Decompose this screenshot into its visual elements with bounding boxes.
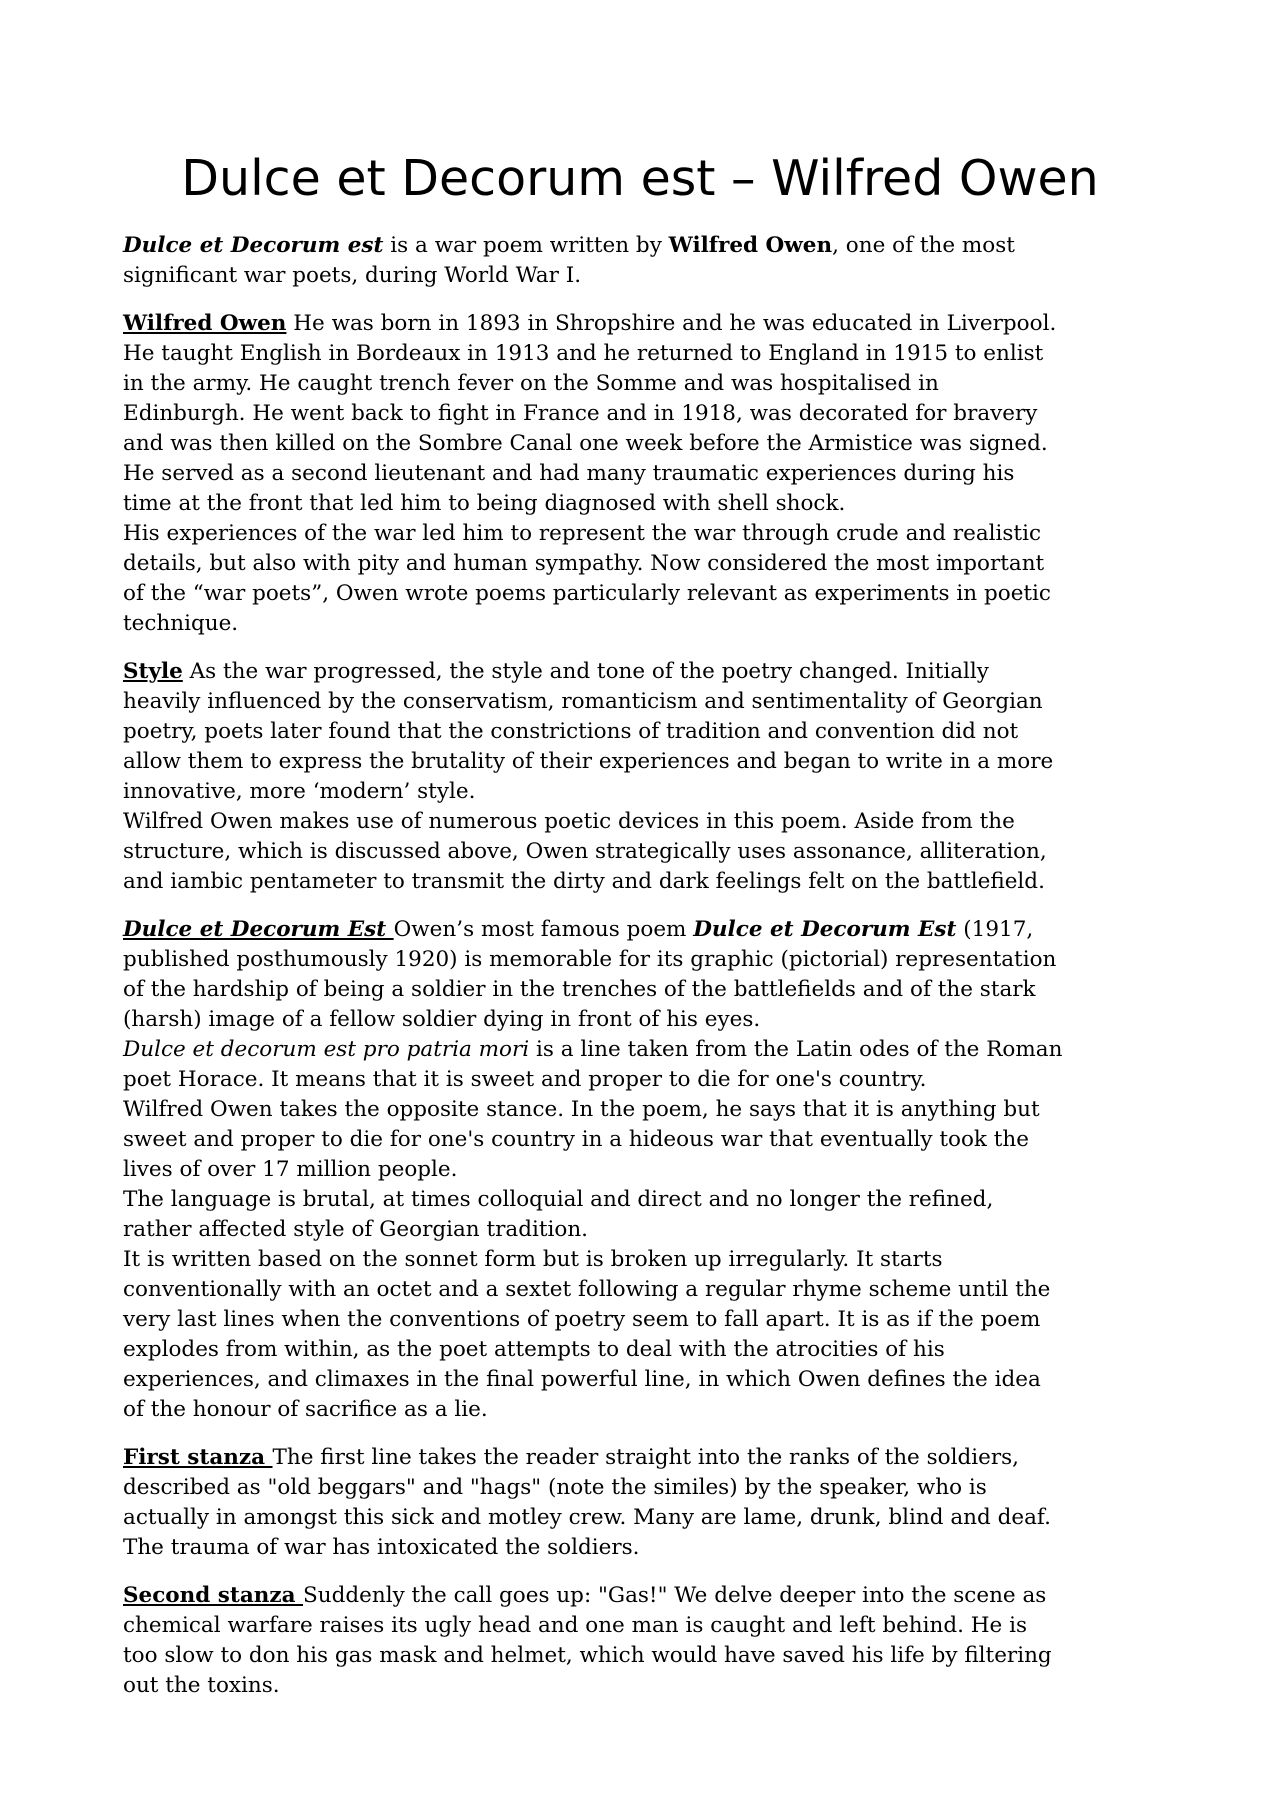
text-span: is a line taken from the Latin odes of the Roman [529, 1037, 1063, 1062]
biography-paragraph [123, 309, 1175, 639]
text-span: allow them to express the brutality of their experiences and began to write in a more [123, 749, 1054, 774]
text-span: of the “war poets”, Owen wrote poems particularly relevant as experiments in poetic [123, 581, 1051, 606]
text-span: described as "old beggars" and "hags" (note the similes) by the speaker, who is [123, 1475, 987, 1500]
text-line [123, 489, 1175, 519]
text-span: He taught English in Bordeaux in 1913 and he returned to England in 1915 to enlist [123, 341, 1044, 366]
text-line [123, 309, 1175, 339]
emphasized-text: Dulce et decorum est pro patria mori [123, 1037, 530, 1062]
text-span: lives of over 17 million people. [123, 1157, 458, 1182]
text-line [123, 1305, 1175, 1335]
text-line [123, 1155, 1175, 1185]
text-line [123, 1245, 1175, 1275]
text-line [123, 261, 1175, 291]
section-heading: Dulce et Decorum Est [123, 917, 394, 942]
text-line [123, 687, 1175, 717]
text-span: time at the front that led him to being diagnosed with shell shock. [123, 491, 846, 516]
text-span: experiences, and climaxes in the final powerful line, in which Owen defines the idea [123, 1367, 1041, 1392]
text-line [123, 975, 1175, 1005]
text-line [123, 1185, 1175, 1215]
text-line [123, 777, 1175, 807]
text-span: published posthumously 1920) is memorable for its graphic (pictorial) representation [123, 947, 1057, 972]
text-line [123, 1443, 1175, 1473]
text-line [123, 1335, 1175, 1365]
text-line [123, 399, 1175, 429]
document-body [123, 231, 1175, 1719]
second-stanza-paragraph [123, 1581, 1175, 1701]
text-span: explodes from within, as the poet attempts to deal with the atrocities of his [123, 1337, 945, 1362]
text-span: Owen’s most famous poem [393, 917, 694, 942]
text-span: heavily influenced by the conservatism, romanticism and sentimentality of Georgian [123, 689, 1043, 714]
text-line [123, 1611, 1175, 1641]
text-span: too slow to don his gas mask and helmet, which would have saved his life by filtering [123, 1643, 1052, 1668]
text-span: He was born in 1893 in Shropshire and he was educated in Liverpool. [286, 311, 1057, 336]
text-span: The language is brutal, at times colloquial and direct and no longer the refined, [123, 1187, 994, 1212]
text-span: and was then killed on the Sombre Canal one week before the Armistice was signed. [123, 431, 1048, 456]
text-span: chemical warfare raises its ugly head and one man is caught and left behind. He is [123, 1613, 1028, 1638]
text-span: structure, which is discussed above, Owen strategically uses assonance, alliteration, [123, 839, 1047, 864]
text-span: As the war progressed, the style and tone of the poetry changed. Initially [182, 659, 989, 684]
text-span: His experiences of the war led him to represent the war through crude and realistic [123, 521, 1041, 546]
text-span: Edinburgh. He went back to fight in France and in 1918, was decorated for bravery [123, 401, 1038, 426]
text-span: poet Horace. It means that it is sweet and proper to die for one's country. [123, 1067, 927, 1092]
text-line [123, 1395, 1175, 1425]
text-span: sweet and proper to die for one's country in a hideous war that eventually took the [123, 1127, 1029, 1152]
text-line [123, 657, 1175, 687]
text-line [123, 747, 1175, 777]
style-paragraph [123, 657, 1175, 897]
text-span: The trauma of war has intoxicated the soldiers. [123, 1535, 640, 1560]
text-line [123, 945, 1175, 975]
text-span: and iambic pentameter to transmit the dirty and dark feelings felt on the battlefield. [123, 869, 1045, 894]
text-span: It is written based on the sonnet form but is broken up irregularly. It starts [123, 1247, 943, 1272]
text-line [123, 339, 1175, 369]
text-line [123, 1065, 1175, 1095]
text-line [123, 609, 1175, 639]
text-line [123, 231, 1175, 261]
text-line [123, 807, 1175, 837]
text-line [123, 1005, 1175, 1035]
text-span: technique. [123, 611, 239, 636]
text-line [123, 1503, 1175, 1533]
text-span: Suddenly the call goes up: "Gas!" We delve deeper into the scene as [303, 1583, 1047, 1608]
text-span: (harsh) image of a fellow soldier dying in front of his eyes. [123, 1007, 761, 1032]
text-span: Wilfred Owen takes the opposite stance. In the poem, he says that it is anything but [123, 1097, 1040, 1122]
text-line [123, 1275, 1175, 1305]
section-heading: Wilfred Owen [123, 311, 287, 336]
text-span: conventionally with an octet and a sextet following a regular rhyme scheme until the [123, 1277, 1051, 1302]
text-span: very last lines when the conventions of poetry seem to fall apart. It is as if the poem [123, 1307, 1041, 1332]
text-line [123, 717, 1175, 747]
text-line [123, 1473, 1175, 1503]
text-span: in the army. He caught trench fever on the Somme and was hospitalised in [123, 371, 939, 396]
text-line [123, 1581, 1175, 1611]
text-span: Wilfred Owen makes use of numerous poetic devices in this poem. Aside from the [123, 809, 1015, 834]
text-span: poetry, poets later found that the constrictions of tradition and convention did not [123, 719, 1019, 744]
text-line [123, 1365, 1175, 1395]
emphasized-text: Dulce et Decorum est [123, 233, 384, 258]
text-span: actually in amongst this sick and motley crew. Many are lame, drunk, blind and deaf. [123, 1505, 1051, 1530]
emphasized-text: Wilfred Owen [668, 233, 833, 258]
section-heading: Style [123, 659, 183, 684]
text-span: (1917, [956, 917, 1034, 942]
text-span: The first line takes the reader straight into the ranks of the soldiers, [272, 1445, 1019, 1470]
text-line [123, 1125, 1175, 1155]
text-line [123, 1641, 1175, 1671]
text-line [123, 1095, 1175, 1125]
text-span: significant war poets, during World War I. [123, 263, 582, 288]
text-span: rather affected style of Georgian tradition. [123, 1217, 589, 1242]
page-title: Dulce et Decorum est – Wilfred Owen [181, 150, 1099, 207]
emphasized-text: Dulce et Decorum Est [693, 917, 957, 942]
text-line [123, 459, 1175, 489]
text-span: of the honour of sacrifice as a lie. [123, 1397, 488, 1422]
text-span: details, but also with pity and human sympathy. Now considered the most important [123, 551, 1045, 576]
text-line [123, 1671, 1175, 1701]
first-stanza-paragraph [123, 1443, 1175, 1563]
text-line [123, 915, 1175, 945]
text-line [123, 1533, 1175, 1563]
section-heading: First stanza [123, 1445, 273, 1470]
text-span: , one of the most [832, 233, 1015, 258]
text-span: out the toxins. [123, 1673, 280, 1698]
text-span: is a war poem written by [383, 233, 669, 258]
text-span: He served as a second lieutenant and had many traumatic experiences during his [123, 461, 1015, 486]
text-line [123, 579, 1175, 609]
text-line [123, 429, 1175, 459]
text-line [123, 369, 1175, 399]
intro-paragraph [123, 231, 1175, 291]
text-line [123, 519, 1175, 549]
text-line [123, 867, 1175, 897]
text-line [123, 1035, 1175, 1065]
text-span: innovative, more ‘modern’ style. [123, 779, 476, 804]
poem-paragraph [123, 915, 1175, 1425]
text-line [123, 837, 1175, 867]
section-heading: Second stanza [123, 1583, 304, 1608]
text-line [123, 1215, 1175, 1245]
text-line [123, 549, 1175, 579]
text-span: of the hardship of being a soldier in the trenches of the battlefields and of the stark [123, 977, 1036, 1002]
